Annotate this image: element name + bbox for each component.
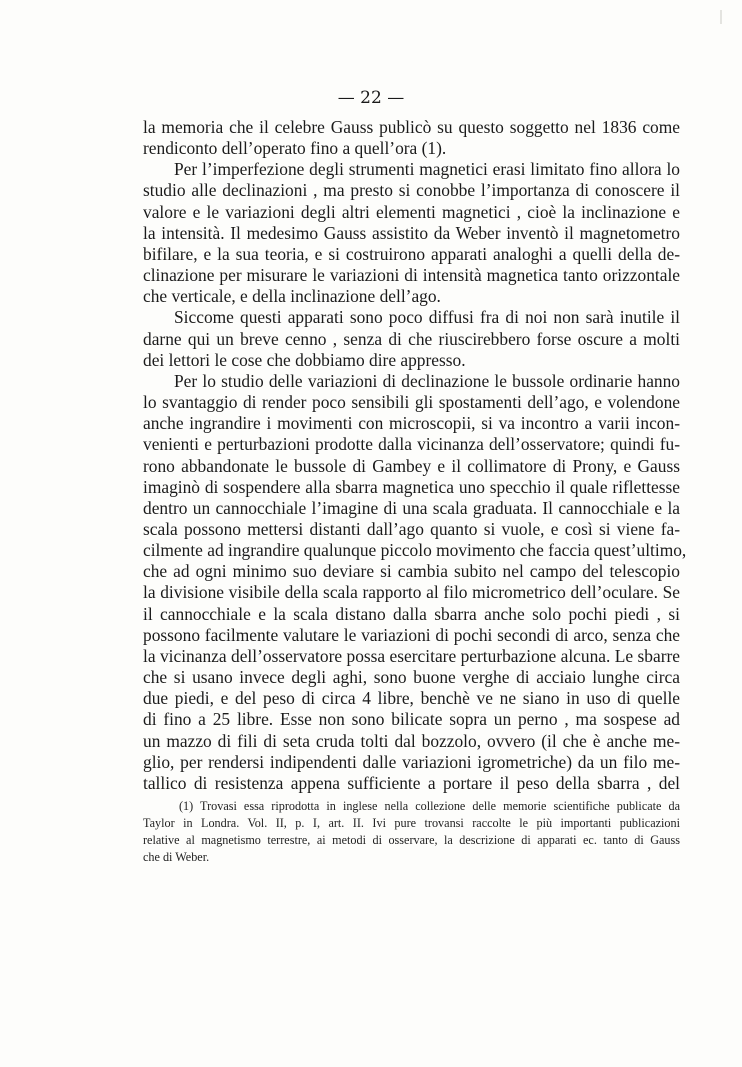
text-line: rendiconto dell’operato fino a quell’ora (1). [143,138,447,159]
text-line: possono facilmente valutare le variazioni di pochi secondi di arco, senza che [143,624,680,645]
text-line: tallico di resistenza appena sufficiente a portare il peso della sbarra , del [143,772,680,793]
text-line: imaginò di sospendere alla sbarra magnetica uno specchio il quale riflettesse [143,476,680,497]
text-line: glio, per rendersi indipendenti dalle variazioni igrometriche) da un filo me- [143,751,680,772]
paragraph [143,117,680,159]
footnote-line: che di Weber. [143,850,210,864]
text-line: venienti e perturbazioni prodotte dalla vicinanza dell’osservatore; quindi fu- [143,434,680,455]
text-line: bifilare, e la sua teoria, e si costruirono apparati analoghi a quelli della de- [143,243,680,264]
text-line: dei lettori le cose che dobbiamo dire appresso. [143,349,466,370]
text-line: un mazzo di fili di seta cruda tolti dal bozzolo, ovvero (il che è anche me- [143,730,680,751]
paragraph [143,307,680,370]
text-line: studio alle declinazioni , ma presto si conobbe l’importanza di conoscere il [143,180,680,201]
text-line: che si usano invece degli aghi, sono buone verghe di acciaio lunghe circa [143,667,680,688]
text-line: scala possono mettersi distanti dall’ago quanto si vuole, e così si viene fa- [143,518,680,539]
body-text [143,117,687,794]
footnote-line: Taylor in Londra. Vol. II, p. I, art. II. Ivi pure trovansi raccolte le più importanti publicazioni [143,816,680,830]
text-line: Siccome questi apparati sono poco diffusi fra di noi non sarà inutile il [174,307,680,328]
text-line: la vicinanza dell’osservatore possa esercitare perturbazione alcuna. Le sbarre [143,645,680,666]
text-line: la divisione visibile della scala rapporto al filo micrometrico dell’oculare. Se [143,582,680,603]
paragraph [143,159,680,307]
text-line: che verticale, e della inclinazione dell’ago. [143,286,441,307]
footnote-separator [143,791,680,792]
text-line: di fino a 25 libre. Esse non sono bilicate sopra un perno , ma sospese ad [143,709,680,730]
text-line: due piedi, e del peso di circa 4 libre, benchè ve ne siano in uso di quelle [143,688,680,709]
text-line: Per l’imperfezione degli strumenti magnetici erasi limitato fino allora lo [174,159,680,180]
footnote [143,798,680,866]
text-line: darne qui un breve cenno , senza di che riuscirebbero forse oscure a molti [143,328,680,349]
text-line: Per lo studio delle variazioni di declinazione le bussole ordinarie hanno [174,370,680,391]
footnote-line: relative al magnetismo terrestre, ai metodi di osservare, la descrizione di apparati ec. tanto di Gauss [143,833,680,847]
text-line: dentro un cannocchiale l’imagine di una scala graduata. Il cannocchiale e la [143,497,680,518]
footnote-line: (1) Trovasi essa riprodotta in inglese nella collezione delle memorie scientifiche publicate da [179,799,680,813]
paragraph [143,370,687,794]
text-line: clinazione per misurare le variazioni di intensità magnetica tanto orizzontale [143,265,680,286]
text-line: valore e le variazioni degli altri elementi magnetici , cioè la inclinazione e [143,201,680,222]
page-edge-mark [720,10,722,24]
text-line: il cannocchiale e la scala distano dalla sbarra anche solo pochi piedi , si [143,603,680,624]
page-number: — 22 — [337,88,405,108]
text-line: cilmente ad ingrandire qualunque piccolo movimento che faccia quest’ultimo, [143,540,687,561]
text-line: rono abbandonate le bussole di Gambey e il collimatore di Prony, e Gauss [143,455,680,476]
text-line: lo svantaggio di render poco sensibili gli spostamenti dell’ago, e volendone [143,392,680,413]
text-line: la memoria che il celebre Gauss publicò su questo soggetto nel 1836 come [143,117,680,137]
text-line: che ad ogni minimo suo deviare si cambia subito nel campo del telescopio [143,561,680,582]
text-line: anche ingrandire i movimenti con microscopii, si va incontro a varii incon- [143,413,680,434]
text-line: la intensità. Il medesimo Gauss assistito da Weber inventò il magnetometro [143,222,680,243]
